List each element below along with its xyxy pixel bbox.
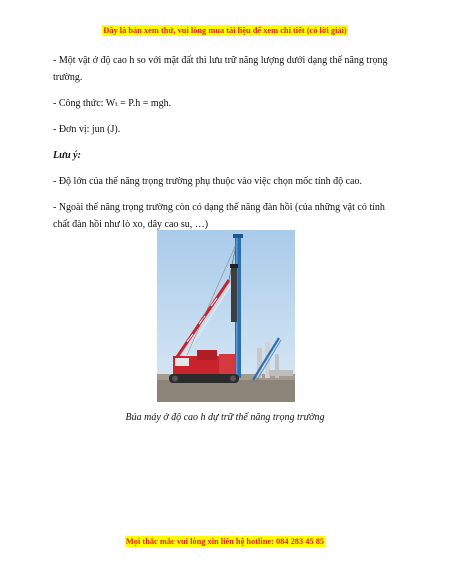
preview-banner-top-text: Đây là bản xem thử, vui lòng mua tài liệu để xem chi tiết (có lời giải) bbox=[103, 26, 347, 35]
figure-caption: Búa máy ở độ cao h dự trữ thế năng trọng trường bbox=[125, 412, 325, 423]
hotline-banner-bottom bbox=[0, 537, 450, 546]
paragraph-note-2: - Ngoài thế năng trọng trường còn có dạng thế năng đàn hồi (của những vật có tính chất đàn hồi như lò xo, dây cao su, …) bbox=[53, 202, 385, 230]
hotline-banner-text: Mọi thắc mắc vui lòng xin liên hệ hotline: 084 283 45 85 bbox=[125, 537, 325, 546]
pile-driver-photo bbox=[157, 230, 295, 402]
paragraph-unit: - Đơn vị: jun (J). bbox=[53, 123, 121, 135]
paragraph-definition: - Một vật ở độ cao h so với mặt đất thì lưu trữ năng lượng dưới dạng thế năng trọng trường. bbox=[53, 55, 388, 83]
note-title: Lưu ý: bbox=[53, 149, 81, 161]
document-body bbox=[53, 53, 403, 243]
preview-banner-top bbox=[0, 26, 450, 35]
paragraph-note-1: - Độ lớn của thế năng trọng trường phụ thuộc vào việc chọn mốc tính độ cao. bbox=[53, 175, 362, 187]
paragraph-formula: - Công thức: Wₜ = P.h = mgh. bbox=[53, 97, 172, 109]
